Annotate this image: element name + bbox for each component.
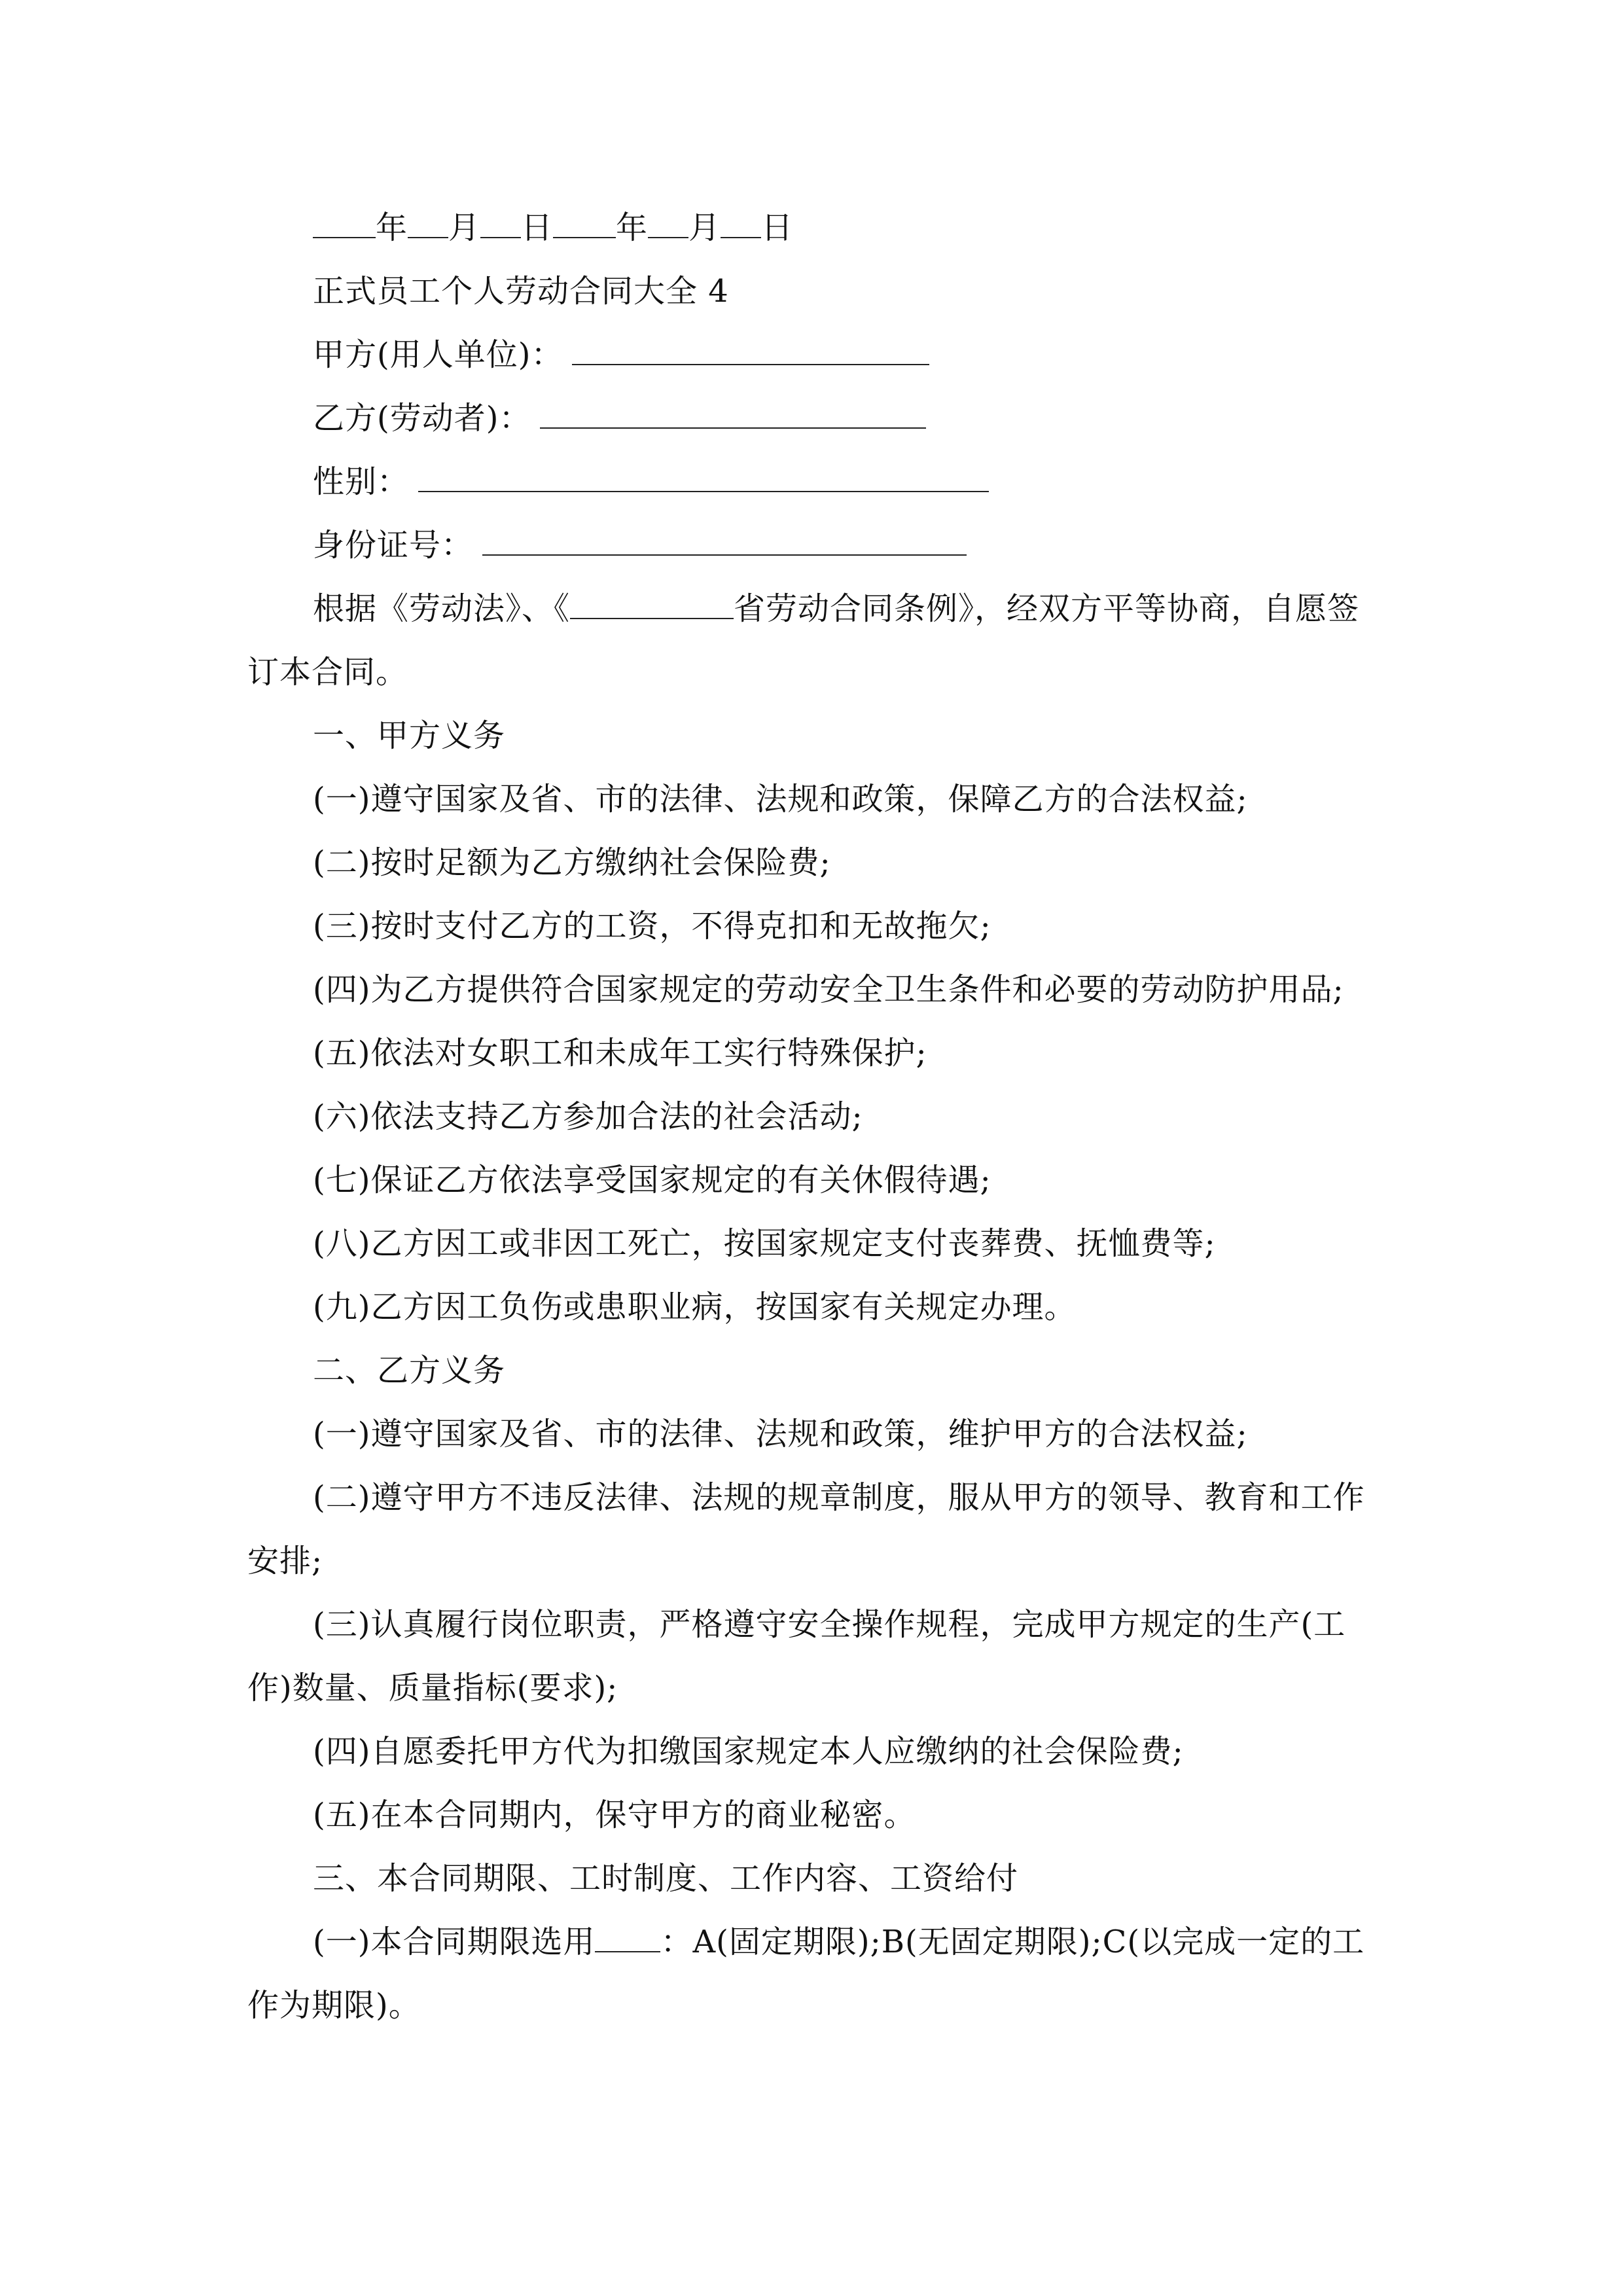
section-2-item-continuation: 安排; (247, 1543, 323, 1579)
party-b-blank (540, 399, 926, 429)
section-2-item-continuation: 作)数量、质量指标(要求); (247, 1670, 618, 1706)
month-label-2: 月 (688, 209, 721, 246)
section-2-item: (三)认真履行岗位职责，严格遵守安全操作规程，完成甲方规定的生产(工 (313, 1606, 1346, 1643)
section-2-item: (五)在本合同期内，保守甲方的商业秘密。 (313, 1797, 916, 1833)
gender-label: 性别： (313, 463, 410, 500)
id-blank (482, 526, 967, 556)
gender-blank (418, 462, 989, 492)
section-3-heading: 三、本合同期限、工时制度、工作内容、工资给付 (313, 1860, 1019, 1897)
intro-part-1: 根据《劳动法》、《 (313, 590, 571, 627)
party-b-label: 乙方(劳动者)： (313, 400, 531, 437)
section-3-item (313, 1922, 1364, 1962)
section-1-item: (三)按时支付乙方的工资，不得克扣和无故拖欠; (313, 908, 991, 944)
party-a-blank (572, 335, 929, 365)
section-1-item: (四)为乙方提供符合国家规定的劳动安全卫生条件和必要的劳动防护用品; (313, 971, 1344, 1008)
blank-month-1 (408, 208, 448, 238)
term-blank (595, 1922, 660, 1952)
id-label: 身份证号： (313, 527, 474, 564)
blank-year-2 (553, 208, 616, 238)
blank-day-2 (721, 208, 761, 238)
blank-year-1 (313, 208, 376, 238)
section-1-item: (九)乙方因工负伤或患职业病，按国家有关规定办理。 (313, 1289, 1077, 1325)
day-label-2: 日 (761, 209, 794, 246)
day-label-1: 日 (521, 209, 554, 246)
date-line (313, 208, 793, 247)
province-blank (570, 589, 734, 619)
blank-month-2 (648, 208, 688, 238)
term-clause-part-1: (一)本合同期限选用 (313, 1924, 596, 1960)
month-label-1: 月 (448, 209, 481, 246)
blank-day-1 (480, 208, 521, 238)
year-label-1: 年 (376, 209, 408, 246)
intro-paragraph (313, 589, 1359, 628)
party-b-field (313, 399, 926, 438)
id-field (313, 526, 967, 565)
section-1-item: (六)依法支持乙方参加合法的社会活动; (313, 1098, 863, 1135)
section-1-item: (二)按时足额为乙方缴纳社会保险费; (313, 844, 831, 881)
party-a-label: 甲方(用人单位)： (313, 336, 563, 373)
section-1-heading: 一、甲方义务 (313, 717, 506, 754)
section-1-item: (一)遵守国家及省、市的法律、法规和政策，保障乙方的合法权益; (313, 781, 1248, 817)
intro-continuation: 订本合同。 (247, 654, 408, 691)
gender-field (313, 462, 989, 501)
year-label-2: 年 (616, 209, 649, 246)
section-2-heading: 二、乙方义务 (313, 1352, 506, 1389)
section-2-item: (四)自愿委托甲方代为扣缴国家规定本人应缴纳的社会保险费; (313, 1733, 1184, 1770)
section-3-item-continuation: 作为期限)。 (247, 1987, 421, 2024)
term-clause-part-2: ：A(固定期限);B(无固定期限);C(以完成一定的工 (660, 1924, 1365, 1960)
section-2-item: (二)遵守甲方不违反法律、法规的规章制度，服从甲方的领导、教育和工作 (313, 1479, 1365, 1516)
section-1-item: (七)保证乙方依法享受国家规定的有关休假待遇; (313, 1162, 991, 1198)
section-1-item: (八)乙方因工或非因工死亡，按国家规定支付丧葬费、抚恤费等; (313, 1225, 1216, 1262)
document-title: 正式员工个人劳动合同大全 4 (313, 273, 729, 310)
section-2-item: (一)遵守国家及省、市的法律、法规和政策，维护甲方的合法权益; (313, 1416, 1248, 1452)
intro-part-2: 省劳动合同条例》，经双方平等协商，自愿签 (734, 590, 1360, 627)
section-1-item: (五)依法对女职工和未成年工实行特殊保护; (313, 1035, 927, 1071)
party-a-field (313, 335, 929, 374)
